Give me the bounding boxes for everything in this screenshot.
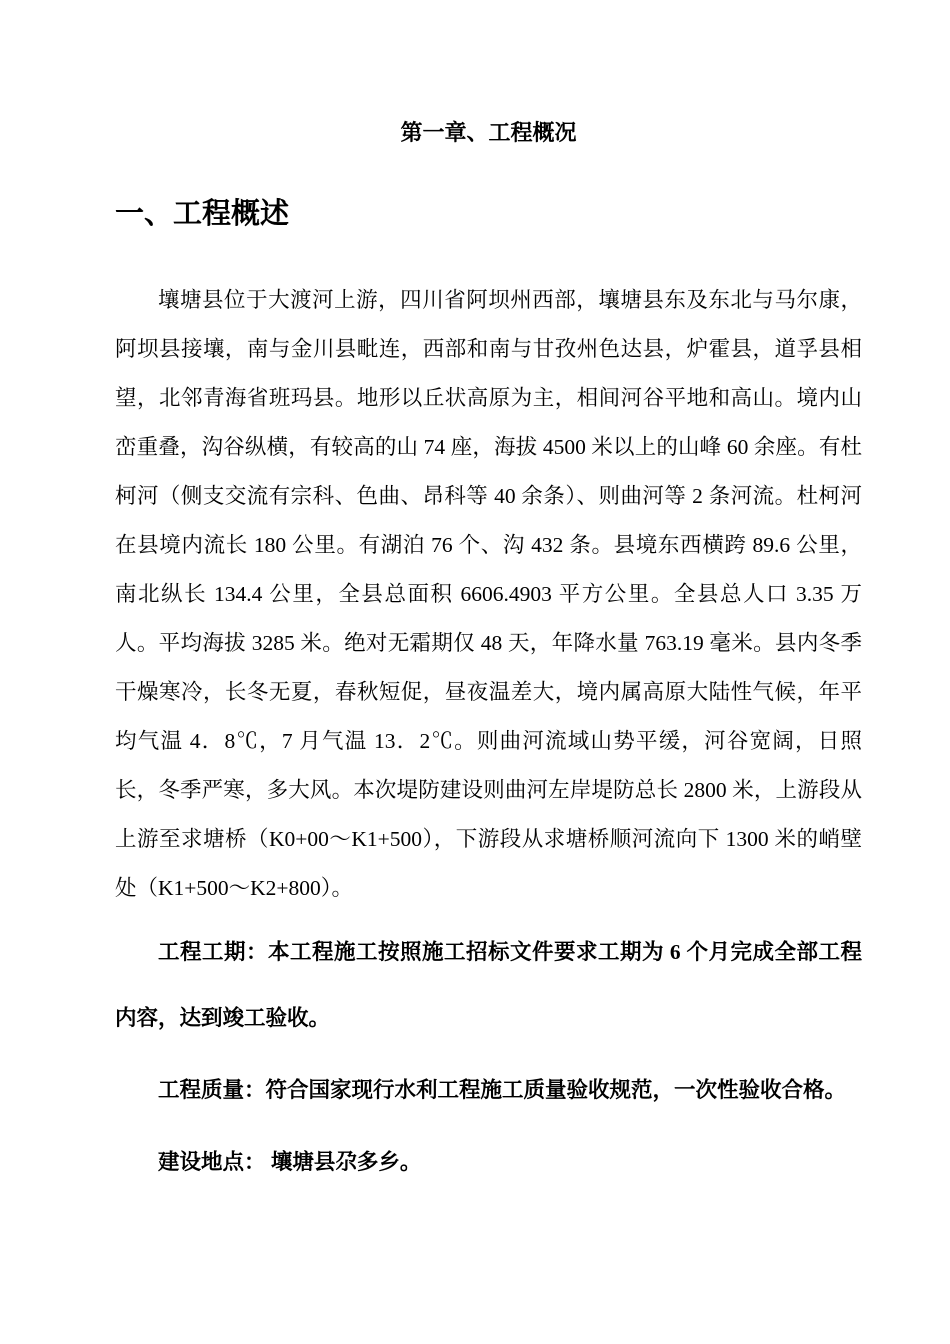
section-heading: 一、工程概述 (115, 198, 290, 230)
paragraph-text: 壤塘县位于大渡河上游，四川省阿坝州西部，壤塘县东及东北与马尔康，阿坝县接壤，南与金川县毗连，西部和南与甘孜州色达县，炉霍县，道孚县相望，北邻青海省班玛县。地形以丘状高原为主，相间河谷平地和高山。境内山峦重叠，沟谷纵横，有较高的山 74 座，海拔 4500 米以上的山峰 60 余座。有杜柯河（侧支交流有宗科、色曲、昂科等 40 余条）、则曲河等 2 条河流。杜柯河在县境内流长 180 公里。有湖泊 76 个、沟 432 条。县境东西横跨 89.6 公里，南北纵长 134.4 公里，全县总面积 6606.4903 平方公里。全县总人口 3.35 万人。平均海拔 3285 米。绝对无霜期仅 48 天，年降水量 763.19 毫米。县内冬季干燥寒冷，长冬无夏，春秋短促，昼夜温差大，境内属高原大陆性气候，年平均气温 4．8℃，7 月气温 13．2℃。则曲河流域山势平缓，河谷宽阔，日照长，冬季严寒，多大风。本次堤防建设则曲河左岸堤防总长 2800 米，上游段从上游至求塘桥（K0+00～K1+500），下游段从求塘桥顺河流向下 1300 米的峭壁处（K1+500～K2+800）。 (115, 288, 862, 900)
paragraph-text-quality: 符合国家现行水利工程施工质量验收规范，一次性验收合格。 (265, 1078, 847, 1102)
paragraph-text-duration: 本工程施工按照施工招标文件要求工期为 6 个月完成全部工程内容，达到竣工验收。 (115, 940, 862, 1030)
paragraph-label-location: 建设地点： (158, 1150, 266, 1174)
document-body (115, 276, 862, 1195)
paragraph-project-duration (115, 919, 862, 1051)
chapter-title: 第一章、工程概况 (400, 120, 577, 145)
paragraph-label-quality: 工程质量： (158, 1078, 266, 1102)
paragraph-text-location: 壤塘县尕多乡。 (265, 1150, 422, 1174)
paragraph-project-overview (115, 276, 862, 913)
paragraph-project-location (115, 1129, 862, 1195)
paragraph-label-duration: 工程工期： (158, 940, 268, 964)
paragraph-project-quality (115, 1057, 862, 1123)
